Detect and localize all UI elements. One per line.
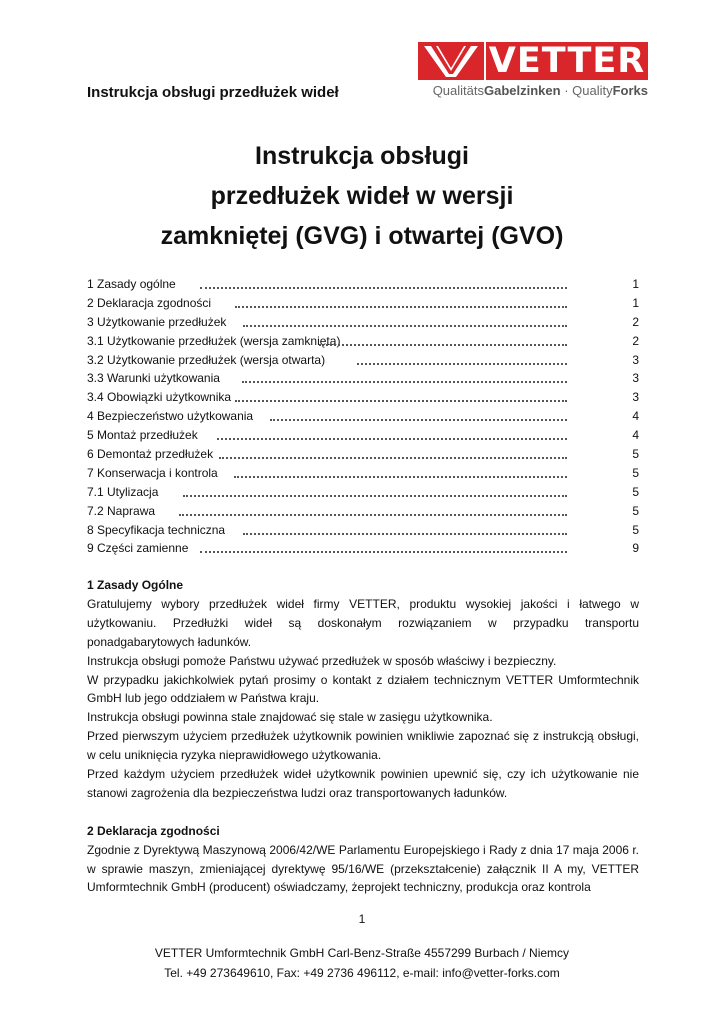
toc-entry-label: 7.2 Naprawa <box>87 503 156 518</box>
footer-contact: Tel. +49 273649610, Fax: +49 2736 496112, e-mail: info@vetter-forks.com <box>164 966 560 980</box>
toc-entry-label: 4 Bezpieczeństwo użytkowania <box>87 409 254 424</box>
toc-entry-page: 5 <box>632 503 639 518</box>
toc-leader-dots <box>179 510 567 516</box>
toc-entry-label: 3.1 Użytkowanie przedłużek (wersja zamknięta) <box>87 333 341 348</box>
toc-entry[interactable] <box>87 313 639 332</box>
document-title <box>62 136 662 256</box>
paragraph: W przypadku jakichkolwiek pytań prosimy o kontakt z działem technicznym VETTER Umformtechnik GmbH lub jego oddziałem w Państwa kraju. <box>87 672 639 706</box>
toc-entry-page: 5 <box>632 484 639 499</box>
toc-entry-label: 8 Specyfikacja techniczna <box>87 522 226 537</box>
toc-entry[interactable] <box>87 332 639 351</box>
paragraph: Instrukcja obsługi pomoże Państwu używać przedłużek w sposób właściwy i bezpieczny. <box>87 653 557 668</box>
toc-entry[interactable] <box>87 502 639 521</box>
toc-entry-label: 3.2 Użytkowanie przedłużek (wersja otwarta) <box>87 352 326 367</box>
toc-leader-dots <box>200 283 567 289</box>
title-line-2: przedłużek wideł w wersji <box>210 182 514 210</box>
paragraph: Przed każdym użyciem przedłużek wideł użytkownik powinien upewnić się, czy ich użytkowanie nie stanowi zagrożenia dla bezpieczeństwa ludzi oraz transportowanych ładunków. <box>87 767 639 800</box>
toc-entry-page: 4 <box>632 428 639 443</box>
toc-entry-page: 3 <box>632 390 639 405</box>
toc-leader-dots <box>235 396 567 402</box>
title-line-1: Instrukcja obsługi <box>255 142 469 170</box>
toc-entry-page: 9 <box>632 541 639 556</box>
toc-leader-dots <box>234 472 567 478</box>
toc-entry[interactable] <box>87 351 639 370</box>
toc-leader-dots <box>243 321 567 327</box>
page-number: 1 <box>358 912 366 926</box>
toc-leader-dots <box>357 359 567 365</box>
toc-entry[interactable] <box>87 521 639 540</box>
toc-leader-dots <box>319 340 567 346</box>
toc-entry-label: 3.3 Warunki użytkowania <box>87 371 220 386</box>
toc-leader-dots <box>200 547 567 553</box>
toc-entry-label: 7 Konserwacja i kontrola <box>87 465 218 480</box>
toc-entry-page: 2 <box>632 314 639 329</box>
header-title: Instrukcja obsługi przedłużek wideł <box>87 84 339 101</box>
paragraph: Przed pierwszym użyciem przedłużek użytkownik powinien wnikliwie zapoznać się z instrukcją obsługi, w celu uniknięcia ryzyka nieprawidłowego użytkowania. <box>87 729 639 763</box>
toc-entry-page: 5 <box>632 465 639 480</box>
paragraph: Zgodnie z Dyrektywą Maszynową 2006/42/WE Parlamentu Europejskiego i Rady z dnia 17 maja 2006 r. w sprawie maszyn, zmieniającej dyrektywę 95/16/WE (przekształcenie) załącznik II A my, VETTER Umformtechnik GmbH (producent) oświadczamy, żeprojekt techniczny, produkcja oraz kontrola <box>87 842 639 895</box>
toc-entry[interactable] <box>87 539 639 558</box>
toc-entry-page: 1 <box>632 277 639 291</box>
toc-entry-label: 6 Demontaż przedłużek <box>87 447 214 462</box>
toc-entry[interactable] <box>87 426 639 445</box>
toc-entry-page: 1 <box>632 295 639 310</box>
toc-entry-page: 5 <box>632 522 639 537</box>
logo-tagline: QualitätsGabelzinken · QualityForks <box>432 83 648 98</box>
toc-entry-label: 3.4 Obowiązki użytkownika <box>87 390 232 405</box>
toc-entry-page: 4 <box>632 409 639 424</box>
toc-entry[interactable] <box>87 388 639 407</box>
toc-entry-page: 3 <box>632 371 639 386</box>
vetter-v-mark-icon <box>418 42 484 80</box>
toc-leader-dots <box>219 453 567 459</box>
logo-brand-text: VETTER <box>486 42 648 80</box>
toc-entry-label: 5 Montaż przedłużek <box>87 428 198 443</box>
toc-entry[interactable] <box>87 294 639 313</box>
toc-leader-dots <box>270 415 567 421</box>
toc-leader-dots <box>242 377 567 383</box>
toc-leader-dots <box>235 302 567 308</box>
title-line-3: zamkniętej (GVG) i otwartej (GVO) <box>160 222 564 250</box>
toc-entry[interactable] <box>87 483 639 502</box>
paragraph: Gratulujemy wybory przedłużek wideł firmy VETTER, produktu wysokiej jakości i łatwego w użytkowaniu. Przedłużki wideł są doskonałym rozwiązaniem w przypadku transportu ponadgabarytowych ładunków. <box>87 596 639 649</box>
toc-entry-page: 3 <box>632 352 639 367</box>
table-of-contents <box>87 275 639 558</box>
toc-entry-page: 2 <box>632 333 639 348</box>
toc-entry-label: 9 Części zamienne <box>87 541 189 556</box>
section-heading: 1 Zasady Ogólne <box>87 578 184 592</box>
toc-entry[interactable] <box>87 407 639 426</box>
vetter-logo <box>418 42 648 104</box>
toc-entry-label: 7.1 Utylizacja <box>87 484 159 499</box>
toc-entry-label: 3 Użytkowanie przedłużek <box>87 314 227 329</box>
toc-entry-label: 2 Deklaracja zgodności <box>87 295 212 310</box>
toc-leader-dots <box>243 529 567 535</box>
section-heading: 2 Deklaracja zgodności <box>87 823 220 838</box>
toc-entry[interactable] <box>87 445 639 464</box>
document-body <box>87 576 639 897</box>
paragraph: Instrukcja obsługi powinna stale znajdować się stale w zasięgu użytkownika. <box>87 710 493 725</box>
footer-address: VETTER Umformtechnik GmbH Carl-Benz-Straße 4557299 Burbach / Niemcy <box>154 946 570 960</box>
toc-leader-dots <box>183 491 567 497</box>
toc-leader-dots <box>217 434 567 440</box>
toc-entry-label: 1 Zasady ogólne <box>87 277 176 291</box>
toc-entry[interactable] <box>87 464 639 483</box>
toc-entry[interactable] <box>87 369 639 388</box>
toc-entry-page: 5 <box>632 447 639 462</box>
toc-entry[interactable] <box>87 275 639 294</box>
footer <box>0 943 724 983</box>
